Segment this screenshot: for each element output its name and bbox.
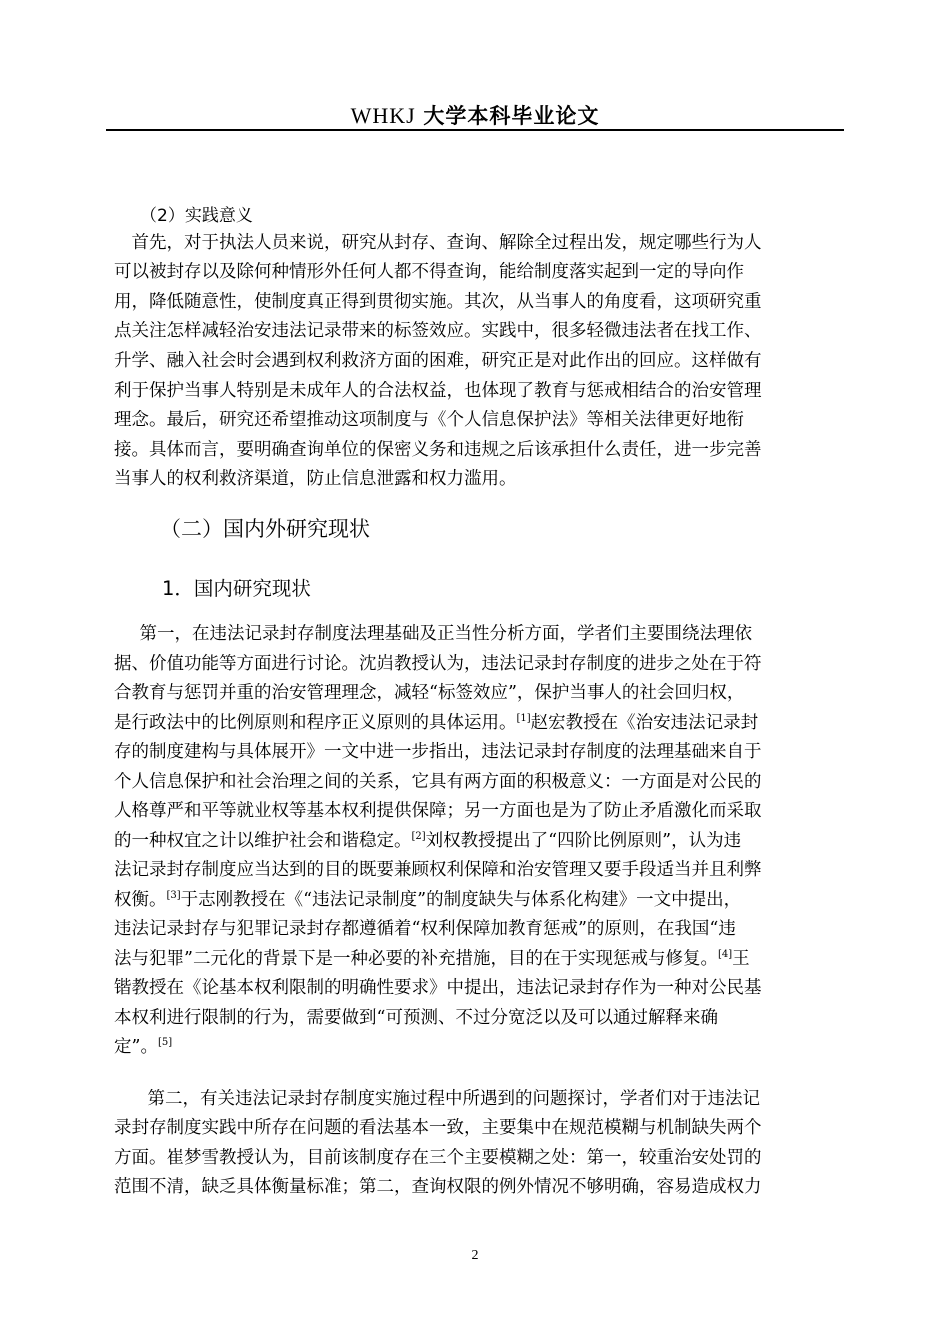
line-text: 赵宏教授在《治安违法记录封 bbox=[530, 713, 759, 733]
paragraph-line: 锴教授在《论基本权利限制的明确性要求》中提出，违法记录封存作为一种对公民基 bbox=[114, 978, 762, 998]
paragraph-line: 点关注怎样减轻治安违法记录带来的标签效应。实践中，很多轻微违法者在找工作、 bbox=[114, 321, 762, 341]
line-text: 权衡。 bbox=[114, 890, 167, 910]
paragraph-line: 本权利进行限制的行为，需要做到“可预测、不过分宽泛以及可以通过解释来确 bbox=[114, 1008, 718, 1028]
paragraph-line: 接。具体而言，要明确查询单位的保密义务和违规之后该承担什么责任，进一步完善 bbox=[114, 440, 762, 460]
citation-ref: [2] bbox=[411, 831, 426, 842]
line-text: 刘权教授提出了“四阶比例原则”，认为违 bbox=[425, 831, 742, 851]
line-text: 是行政法中的比例原则和程序正义原则的具体运用。 bbox=[114, 713, 517, 733]
paragraph-line: 据、价值功能等方面进行讨论。沈岿教授认为，违法记录封存制度的进步之处在于符 bbox=[114, 654, 762, 674]
paragraph-line: 第一，在违法记录封存制度法理基础及正当性分析方面，学者们主要围绕法理依 bbox=[122, 624, 752, 644]
paragraph-line bbox=[114, 946, 750, 972]
line-text: 法与犯罪”二元化的背景下是一种必要的补充措施，目的在于实现惩戒与修复。 bbox=[114, 949, 718, 969]
paragraph-line: 范围不清，缺乏具体衡量标准；第二，查询权限的例外情况不够明确，容易造成权力 bbox=[114, 1177, 762, 1197]
paragraph-line: 方面。崔梦雪教授认为，目前该制度存在三个主要模糊之处：第一，较重治安处罚的 bbox=[114, 1148, 762, 1168]
line-text: 于志刚教授在《“违法记录制度”的制度缺失与体系化构建》一文中提出， bbox=[180, 890, 742, 910]
paragraph-line: 录封存制度实践中所存在问题的看法基本一致，主要集中在规范模糊与机制缺失两个 bbox=[114, 1118, 762, 1138]
subsection-heading-domestic: 1．国内研究现状 bbox=[162, 577, 311, 600]
paragraph-line: 利于保护当事人特别是未成年人的合法权益，也体现了教育与惩戒相结合的治安管理 bbox=[114, 381, 762, 401]
paragraph-line: 违法记录封存与犯罪记录封存都遵循着“权利保障加教育惩戒”的原则，在我国“违 bbox=[114, 919, 736, 939]
paragraph-line bbox=[114, 710, 758, 736]
paragraph-line bbox=[114, 828, 741, 854]
paragraph-line: 存的制度建构与具体展开》一文中进一步指出，违法记录封存制度的法理基础来自于 bbox=[114, 742, 762, 762]
citation-ref: [4] bbox=[717, 949, 733, 960]
paragraph-line: 第二，有关违法记录封存制度实施过程中所遇到的问题探讨，学者们对于违法记 bbox=[130, 1089, 760, 1109]
citation-ref: [5] bbox=[157, 1037, 173, 1048]
paragraph-line: 可以被封存以及除何种情形外任何人都不得查询，能给制度落实起到一定的导向作 bbox=[114, 262, 744, 282]
line-text: 的一种权宜之计以维护社会和谐稳定。 bbox=[114, 831, 412, 851]
header-title: 大学本科毕业论文 bbox=[423, 104, 600, 128]
paragraph-line: 法记录封存制度应当达到的目的既要兼顾权利保障和治安管理又要手段适当并且利弊 bbox=[114, 860, 762, 880]
paragraph-line bbox=[114, 887, 741, 913]
paragraph-line: 升学、融入社会时会遇到权利救济方面的困难，研究正是对此作出的回应。这样做有 bbox=[114, 351, 762, 371]
paragraph-line: 合教育与惩罚并重的治安管理理念，减轻“标签效应”，保护当事人的社会回归权， bbox=[114, 683, 745, 703]
paragraph-line: 理念。最后，研究还希望推动这项制度与《个人信息保护法》等相关法律更好地衔 bbox=[114, 410, 744, 430]
page-number: 2 bbox=[471, 1248, 479, 1263]
page-header bbox=[106, 100, 844, 130]
paragraph-line: 当事人的权利救济渠道，防止信息泄露和权力滥用。 bbox=[114, 469, 517, 489]
citation-ref: [1] bbox=[516, 713, 531, 724]
line-text: 定”。 bbox=[114, 1037, 158, 1057]
line-text: 王 bbox=[732, 949, 750, 969]
section-heading: （二）国内外研究现状 bbox=[160, 517, 370, 541]
paragraph-line bbox=[114, 1034, 172, 1060]
subsection-heading: （2）实践意义 bbox=[140, 206, 253, 226]
paragraph-line: 人格尊严和平等就业权等基本权利提供保障；另一方面也是为了防止矛盾激化而采取 bbox=[114, 801, 762, 821]
paragraph-line: 首先，对于执法人员来说，研究从封存、查询、解除全过程出发，规定哪些行为人 bbox=[114, 233, 762, 253]
paragraph-line: 个人信息保护和社会治理之间的关系，它具有两方面的积极意义：一方面是对公民的 bbox=[114, 772, 762, 792]
citation-ref: [3] bbox=[166, 890, 181, 901]
header-rule bbox=[106, 129, 844, 131]
paragraph-line: 用，降低随意性，使制度真正得到贯彻实施。其次，从当事人的角度看，这项研究重 bbox=[114, 292, 762, 312]
header-latin: WHKJ bbox=[350, 103, 416, 128]
